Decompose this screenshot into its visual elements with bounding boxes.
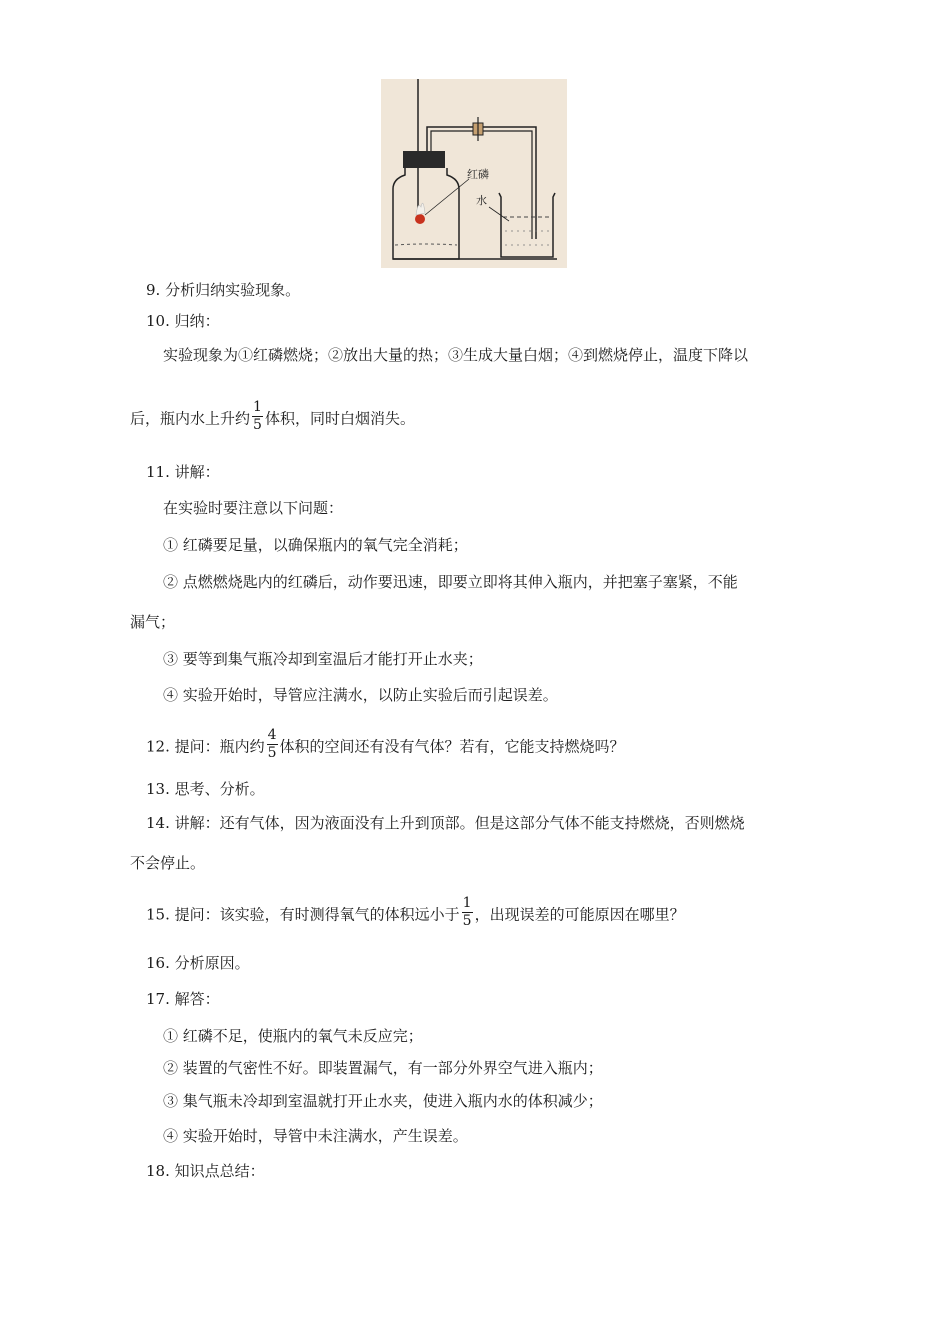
beaker [499, 193, 555, 257]
item-17-answer-4: ④ 实验开始时，导管中未注满水，产生误差。 [163, 1127, 468, 1145]
item-11-point-1: ① 红磷要足量，以确保瓶内的氧气完全消耗； [163, 536, 468, 554]
item-17-answer-2: ② 装置的气密性不好。即装置漏气，有一部分外界空气进入瓶内； [163, 1059, 603, 1077]
item-11-point-2-cont: 漏气； [130, 613, 176, 631]
item-11-point-3: ③ 要等到集气瓶冷却到室温后才能打开止水夹； [163, 650, 483, 668]
item-9: 9. 分析归纳实验现象。 [146, 281, 301, 299]
text-fragment: ，出现误差的可能原因在哪里？ [474, 905, 685, 924]
bottle-water-line [395, 244, 457, 245]
item-14-cont: 不会停止。 [130, 854, 206, 872]
item-10-text: 实验现象为①红磷燃烧；②放出大量的热；③生成大量白烟；④到燃烧停止，温度下降以 [163, 346, 749, 364]
item-14: 14. 讲解：还有气体，因为液面没有上升到顶部。但是这部分气体不能支持燃烧，否则燃烧 [146, 814, 745, 832]
text-fragment: 后，瓶内水上升约 [130, 409, 251, 428]
label-water: 水 [476, 194, 487, 207]
delivery-tube [427, 127, 536, 239]
item-15 [146, 895, 685, 933]
fraction-one-fifth [462, 895, 473, 930]
fraction-one-fifth [252, 399, 263, 434]
item-18: 18. 知识点总结： [146, 1162, 265, 1180]
item-11-point-4: ④ 实验开始时，导管应注满水，以防止实验后而引起误差。 [163, 686, 558, 704]
gas-bottle [393, 168, 459, 259]
fraction-numerator: 4 [267, 727, 277, 743]
text-fragment: 体积，同时白烟消失。 [264, 409, 415, 428]
item-17: 17. 解答： [146, 990, 220, 1008]
item-12 [146, 727, 625, 765]
item-16: 16. 分析原因。 [146, 954, 250, 972]
fraction-denominator: 5 [267, 745, 277, 761]
fraction-numerator: 1 [462, 895, 472, 911]
fraction-numerator: 1 [253, 399, 262, 415]
item-17-answer-1: ① 红磷不足，使瓶内的氧气未反应完； [163, 1027, 423, 1045]
fraction-denominator: 5 [253, 417, 262, 433]
item-10: 10. 归纳： [146, 312, 220, 330]
fraction-four-fifths [267, 727, 278, 762]
item-11-point-2: ② 点燃燃烧匙内的红磷后，动作要迅速，即要立即将其伸入瓶内，并把塞子塞紧，不能 [163, 573, 738, 591]
item-17-answer-3: ③ 集气瓶未冷却到室温就打开止水夹，使进入瓶内水的体积减少； [163, 1092, 603, 1110]
fraction-denominator: 5 [462, 913, 472, 929]
red-phosphorus [415, 214, 425, 224]
stopper [403, 151, 445, 168]
text-fragment: 12. 提问：瓶内约 [146, 737, 265, 756]
text-fragment: 体积的空间还有没有气体？若有，它能支持燃烧吗？ [279, 737, 625, 756]
item-11: 11. 讲解： [146, 463, 220, 481]
pointer-phosphorus [425, 179, 469, 215]
text-fragment: 15. 提问：该实验，有时测得氧气的体积远小于 [146, 905, 460, 924]
pointer-water [489, 207, 509, 221]
item-13: 13. 思考、分析。 [146, 780, 265, 798]
item-11-intro: 在实验时要注意以下问题： [163, 499, 344, 517]
apparatus-diagram [381, 79, 567, 268]
label-phosphorus: 红磷 [467, 168, 489, 181]
apparatus-figure [381, 79, 567, 268]
item-10-text-cont [130, 399, 415, 437]
delivery-tube-inner [431, 131, 532, 239]
